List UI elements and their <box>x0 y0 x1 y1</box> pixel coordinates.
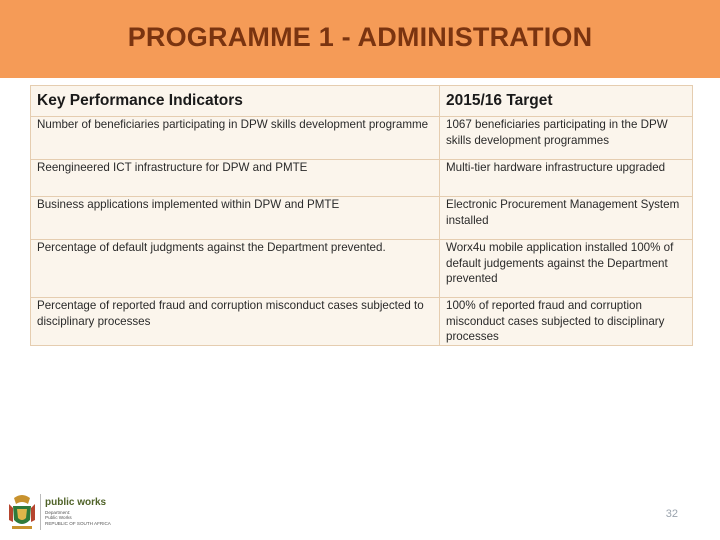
page-title: PROGRAMME 1 - ADMINISTRATION <box>127 22 593 52</box>
table-cell-indicator: Business applications implemented within DPW and PMTE <box>31 197 440 240</box>
table-cell-indicator: Reengineered ICT infrastructure for DPW and PMTE <box>31 160 440 197</box>
table-cell-indicator: Percentage of default judgments against the Department prevented. <box>31 240 440 298</box>
table-row <box>31 117 693 160</box>
table-row <box>31 197 693 240</box>
table-row <box>31 240 693 298</box>
table-cell-target: Worx4u mobile application installed 100% of default judgements against the Department prevented <box>440 240 693 298</box>
column-header-target: 2015/16 Target <box>440 86 693 117</box>
logo-dept-line: Department: <box>45 510 71 515</box>
logo-dept-name: Public Works <box>45 515 72 520</box>
table-row <box>31 160 693 197</box>
table-cell-target: Electronic Procurement Management System installed <box>440 197 693 240</box>
table-cell-indicator: Percentage of reported fraud and corruption misconduct cases subjected to disciplinary processes <box>31 298 440 346</box>
table-cell-indicator: Number of beneficiaries participating in DPW skills development programme <box>31 117 440 160</box>
table-row <box>31 298 693 346</box>
table-cell-target: 100% of reported fraud and corruption misconduct cases subjected to disciplinary processes <box>440 298 693 346</box>
page-number: 32 <box>665 508 678 520</box>
table-cell-target: Multi-tier hardware infrastructure upgraded <box>440 160 693 197</box>
table-header-row <box>31 86 693 117</box>
title-bar <box>0 0 720 78</box>
column-header-kpi: Key Performance Indicators <box>31 86 440 117</box>
public-works-logo <box>4 490 126 534</box>
table-cell-target: 1067 beneficiaries participating in the DPW skills development programmes <box>440 117 693 160</box>
logo-brand-text: public works <box>45 497 107 508</box>
kpi-table <box>30 85 693 346</box>
logo-country: REPUBLIC OF SOUTH AFRICA <box>45 521 111 526</box>
